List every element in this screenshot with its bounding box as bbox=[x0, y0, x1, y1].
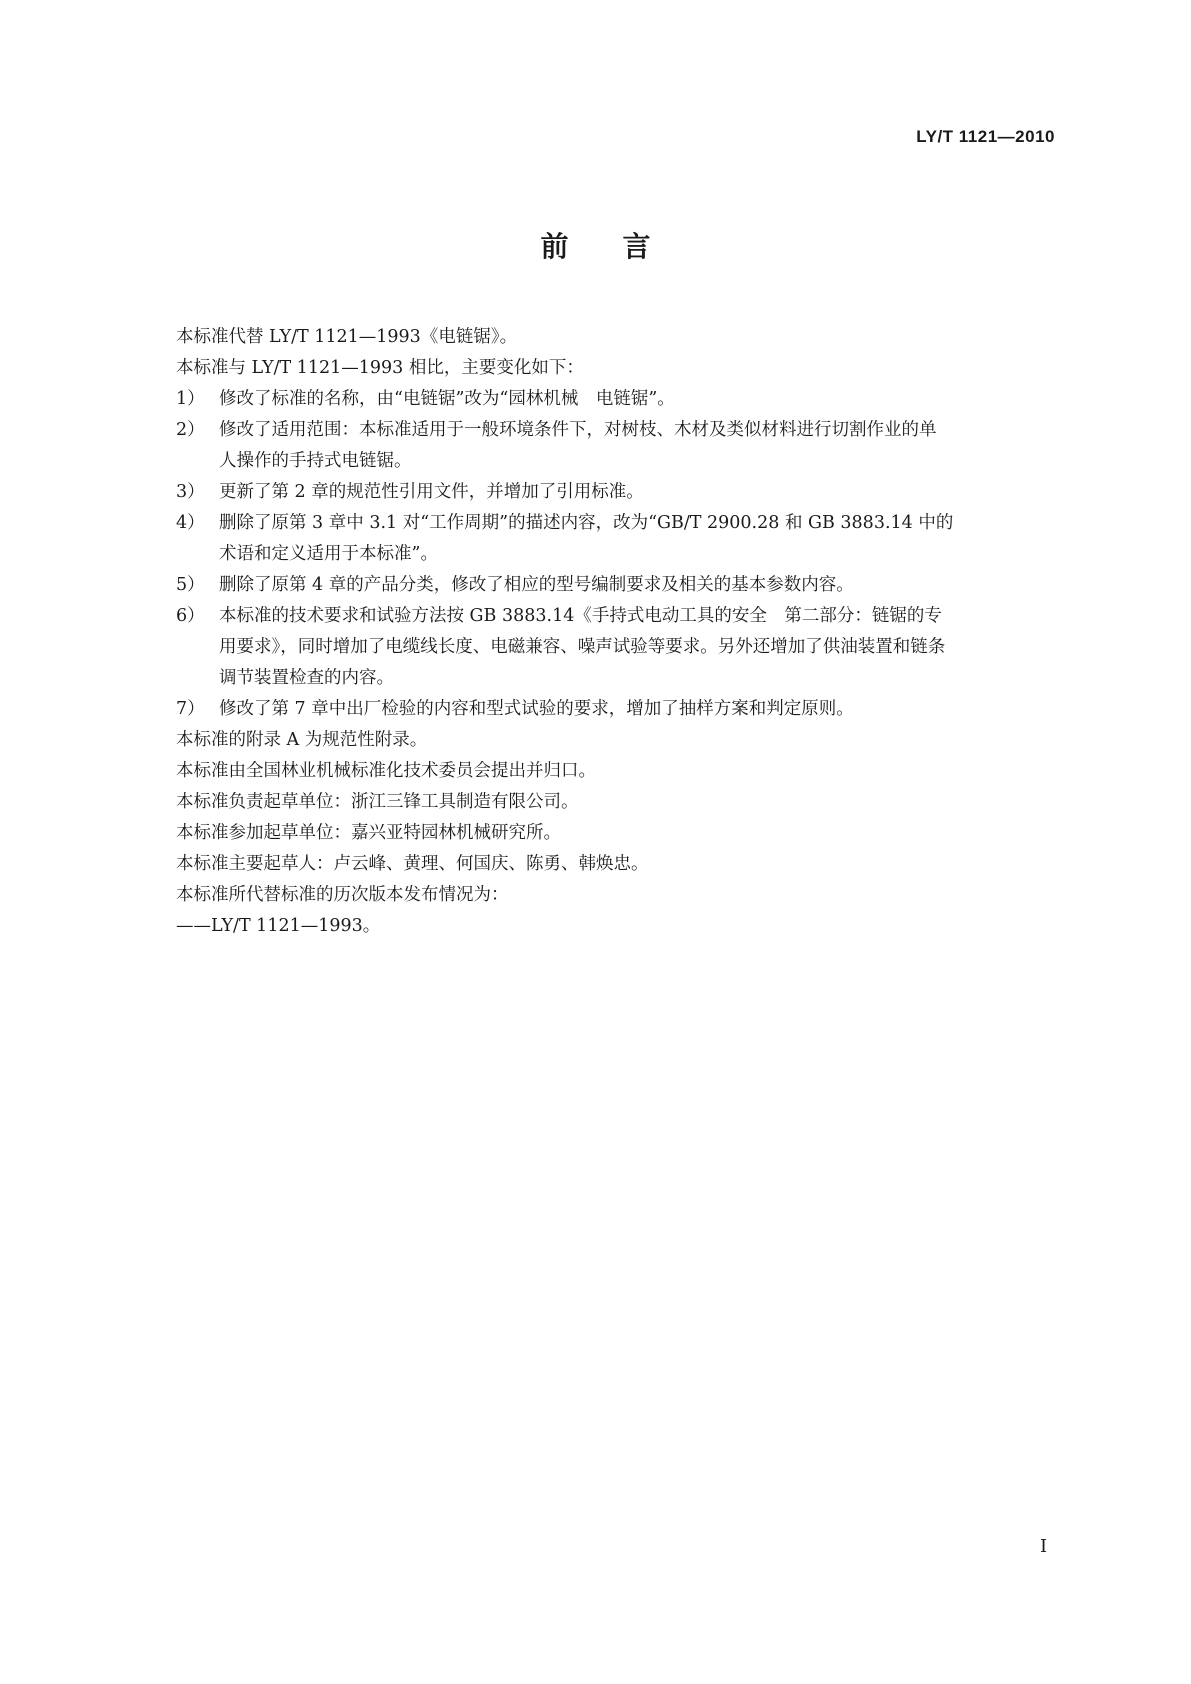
list-item bbox=[176, 415, 1064, 477]
list-item-number: 5） bbox=[176, 575, 205, 595]
paragraph-changes-intro: 本标准与 LY/T 1121—1993 相比，主要变化如下： bbox=[176, 358, 584, 378]
paragraph-main-drafters: 本标准主要起草人：卢云峰、黄理、何国庆、陈勇、韩焕忠。 bbox=[176, 854, 649, 874]
paragraph-replaces: 本标准代替 LY/T 1121—1993《电链锯》。 bbox=[176, 327, 518, 347]
list-item-text: 术语和定义适用于本标准”。 bbox=[219, 544, 438, 564]
list-item-text: 删除了原第 4 章的产品分类，修改了相应的型号编制要求及相关的基本参数内容。 bbox=[219, 575, 854, 595]
list-item-number: 2） bbox=[176, 420, 205, 440]
list-item-text: 人操作的手持式电链锯。 bbox=[219, 451, 412, 471]
paragraph-proposer: 本标准由全国林业机械标准化技术委员会提出并归口。 bbox=[176, 761, 596, 781]
foreword-body bbox=[176, 322, 1064, 942]
list-item-text: 修改了标准的名称，由“电链锯”改为“园林机械 电链锯”。 bbox=[219, 389, 675, 409]
page-number: I bbox=[1040, 1536, 1048, 1557]
list-item-text: 调节装置检查的内容。 bbox=[219, 668, 394, 688]
paragraph-lead-drafter: 本标准负责起草单位：浙江三锋工具制造有限公司。 bbox=[176, 792, 579, 812]
list-item-number: 3） bbox=[176, 482, 205, 502]
list-item bbox=[176, 384, 1064, 415]
paragraph-participating-drafter: 本标准参加起草单位：嘉兴亚特园林机械研究所。 bbox=[176, 823, 561, 843]
list-item-text: 删除了原第 3 章中 3.1 对“工作周期”的描述内容，改为“GB/T 2900.28 和 GB 3883.14 中的 bbox=[219, 513, 954, 533]
list-item bbox=[176, 570, 1064, 601]
list-item-text: 更新了第 2 章的规范性引用文件，并增加了引用标准。 bbox=[219, 482, 644, 502]
list-item-number: 1） bbox=[176, 389, 205, 409]
list-item-text: 修改了第 7 章中出厂检验的内容和型式试验的要求，增加了抽样方案和判定原则。 bbox=[219, 699, 854, 719]
list-item-text: 本标准的技术要求和试验方法按 GB 3883.14《手持式电动工具的安全 第二部分：链锯的专 bbox=[219, 606, 942, 626]
list-item-number: 4） bbox=[176, 513, 205, 533]
paragraph-annex: 本标准的附录 A 为规范性附录。 bbox=[176, 730, 428, 750]
list-item bbox=[176, 601, 1064, 694]
paragraph-previous-version: ——LY/T 1121—1993。 bbox=[176, 916, 381, 936]
list-item-text: 修改了适用范围：本标准适用于一般环境条件下，对树枝、木材及类似材料进行切割作业的单 bbox=[219, 420, 937, 440]
list-item-text: 用要求》，同时增加了电缆线长度、电磁兼容、噪声试验等要求。另外还增加了供油装置和链条 bbox=[219, 637, 946, 657]
list-item bbox=[176, 694, 1064, 725]
paragraph-version-history: 本标准所代替标准的历次版本发布情况为： bbox=[176, 885, 509, 905]
list-item bbox=[176, 508, 1064, 570]
list-item-number: 6） bbox=[176, 606, 205, 626]
page-title: 前言 bbox=[540, 230, 705, 263]
standard-code: LY/T 1121—2010 bbox=[916, 127, 1055, 146]
list-item bbox=[176, 477, 1064, 508]
list-item-number: 7） bbox=[176, 699, 205, 719]
